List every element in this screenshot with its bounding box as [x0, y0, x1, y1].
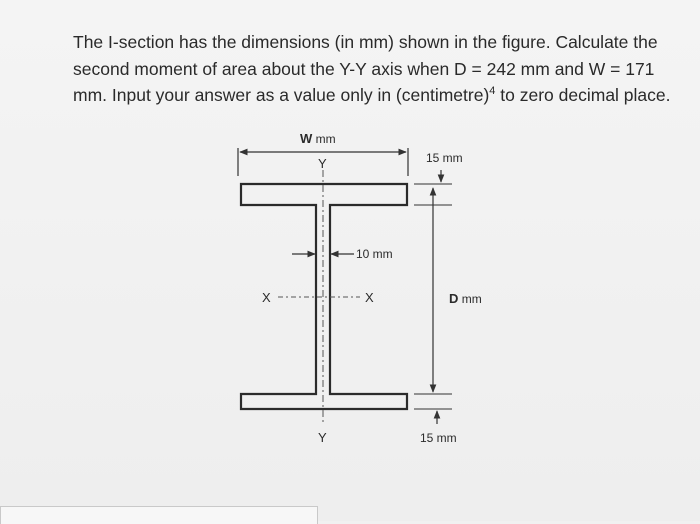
question-exponent: 4: [489, 85, 496, 98]
web-thickness-label: 10 mm: [356, 247, 393, 261]
y-axis-top-label: Y: [318, 156, 327, 171]
question-part-2: to zero decimal place.: [495, 85, 671, 105]
top-flange-label: 15 mm: [426, 151, 463, 165]
width-label: W mm: [300, 131, 336, 146]
y-axis-bottom-label: Y: [318, 430, 327, 445]
bottom-flange-label: 15 mm: [420, 431, 457, 445]
depth-label: D mm: [449, 291, 482, 306]
x-axis-left-label: X: [262, 290, 271, 305]
answer-input[interactable]: [0, 506, 318, 524]
x-axis-right-label: X: [365, 290, 374, 305]
depth-dimension: [414, 188, 452, 409]
question-part-1: The I-section has the dimensions (in mm) shown in the figure. Calculate the second moment of area about the Y-Y axis when D = 242 mm and W = 171 mm. Input your answer as a value only in (centimetre): [73, 32, 658, 105]
